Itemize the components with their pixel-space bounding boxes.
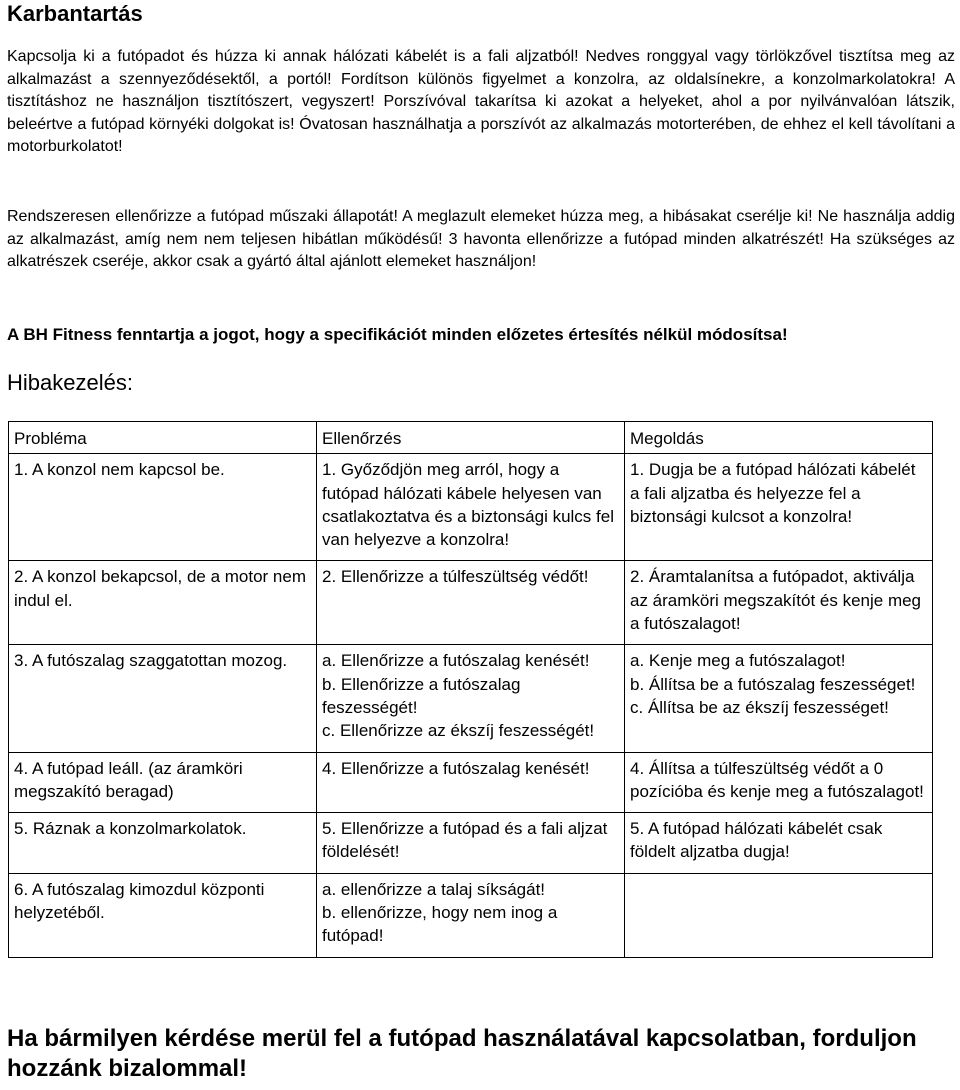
check-text: 5. Ellenőrizze a futópad és a fali aljzat földelését! (322, 819, 608, 862)
cell-problem (9, 645, 317, 752)
solution-text: a. Kenje meg a futószalagot! (630, 651, 846, 671)
table-row (9, 752, 933, 813)
check-text: a. Ellenőrizze a futószalag kenését! (322, 651, 590, 671)
problem-text: 5. Ráznak a konzolmarkolatok. (14, 819, 247, 839)
specification-notice: A BH Fitness fenntartja a jogot, hogy a specifikációt minden előzetes értesítés nélkül módosítsa! (7, 325, 788, 344)
solution-text: 1. Dugja be a futópad hálózati kábelét a fali aljzatba és helyezze fel a biztonsági kulcsot a konzolra! (630, 460, 916, 526)
cell-check (317, 873, 625, 957)
solution-text: 4. Állítsa a túlfeszültség védőt a 0 pozícióba és kenje meg a futószalagot! (630, 758, 924, 801)
cell-check (317, 752, 625, 813)
solution-text: c. Állítsa be az ékszíj feszességet! (630, 697, 889, 717)
check-text: b. Ellenőrizze a futószalag feszességét! (322, 674, 521, 717)
cell-check (317, 561, 625, 645)
cell-solution (625, 454, 933, 561)
solution-text: 2. Áramtalanítsa a futópadot, aktiválja az áramköri megszakítót és kenje meg a futószalagot! (630, 567, 922, 634)
cell-problem (9, 561, 317, 645)
problem-text: 3. A futószalag szaggatottan mozog. (14, 651, 288, 671)
header-problem: Probléma (9, 422, 317, 454)
cell-problem (9, 873, 317, 957)
cell-problem (9, 813, 317, 874)
header-check: Ellenőrzés (317, 422, 625, 454)
problem-text: 1. A konzol nem kapcsol be. (14, 460, 225, 480)
troubleshooting-table (8, 421, 933, 958)
cell-solution (625, 645, 933, 752)
solution-text: b. Állítsa be a futószalag feszességet! (630, 674, 916, 694)
table-header-row (9, 422, 933, 454)
troubleshooting-title: Hibakezelés: (7, 370, 133, 395)
page-title: Karbantartás (7, 1, 143, 26)
table-row (9, 561, 933, 645)
cell-solution (625, 561, 933, 645)
cell-solution (625, 752, 933, 813)
cell-problem (9, 752, 317, 813)
check-text: 1. Győződjön meg arról, hogy a futópad hálózati kábele helyesen van csatlakoztatva és a biztonsági kulcs fel van helyezve a konzolra! (322, 460, 614, 550)
cell-check (317, 813, 625, 874)
problem-text: 4. A futópad leáll. (az áramköri megszakító beragad) (14, 758, 243, 801)
inspection-paragraph: Rendszeresen ellenőrizze a futópad műszaki állapotát! A meglazult elemeket húzza meg, a hibásakat cserélje ki! Ne használja addig az alkalmazást, amíg nem nem teljesen hibátlan működésű! 3 havonta ellenőrizze a futópad minden alkatrészét! Ha szükséges az alkatrészek cseréje, akkor csak a gyártó által ajánlott elemeket használjon! (7, 208, 955, 270)
check-text: 4. Ellenőrizze a futószalag kenését! (322, 758, 590, 778)
cell-check (317, 454, 625, 561)
table-row (9, 813, 933, 874)
check-text: b. ellenőrizze, hogy nem inog a futópad! (322, 903, 558, 946)
check-text: 2. Ellenőrizze a túlfeszültség védőt! (322, 567, 589, 587)
cleaning-paragraph: Kapcsolja ki a futópadot és húzza ki annak hálózati kábelét is a fali aljzatból! Nedves ronggyal vagy törlökzővel tisztítsa meg az alkalmazást a szennyeződésektől, a portól! Fordítson különös figyelmet a konzolra, az oldalsínekre, a konzolmarkolatokra! A tisztításhoz ne használjon tisztítószert, vegyszert! Porszívóval takarítsa ki azokat a helyeket, ahol a por nyilvánvalóan látszik, beleértve a futópad környéki dolgokat is! Óvatosan használhatja a porszívót az alkalmazás motorterében, de ehhez el kell távolítani a motorburkolatot! (7, 48, 955, 155)
cell-solution (625, 873, 933, 957)
header-solution: Megoldás (625, 422, 933, 454)
solution-text: 5. A futópad hálózati kábelét csak földelt aljzatba dugja! (630, 819, 883, 862)
table-row (9, 645, 933, 752)
problem-text: 2. A konzol bekapcsol, de a motor nem indul el. (14, 567, 307, 610)
cell-check (317, 645, 625, 752)
table-row (9, 873, 933, 957)
cell-solution (625, 813, 933, 874)
contact-footer: Ha bármilyen kérdése merül fel a futópad használatával kapcsolatban, forduljon hozzánk bizalommal! (7, 1025, 917, 1082)
cell-problem (9, 454, 317, 561)
check-text: a. ellenőrizze a talaj síkságát! (322, 879, 546, 899)
check-text: c. Ellenőrizze az ékszíj feszességét! (322, 721, 595, 741)
table-row (9, 454, 933, 561)
problem-text: 6. A futószalag kimozdul központi helyzetéből. (14, 879, 265, 923)
